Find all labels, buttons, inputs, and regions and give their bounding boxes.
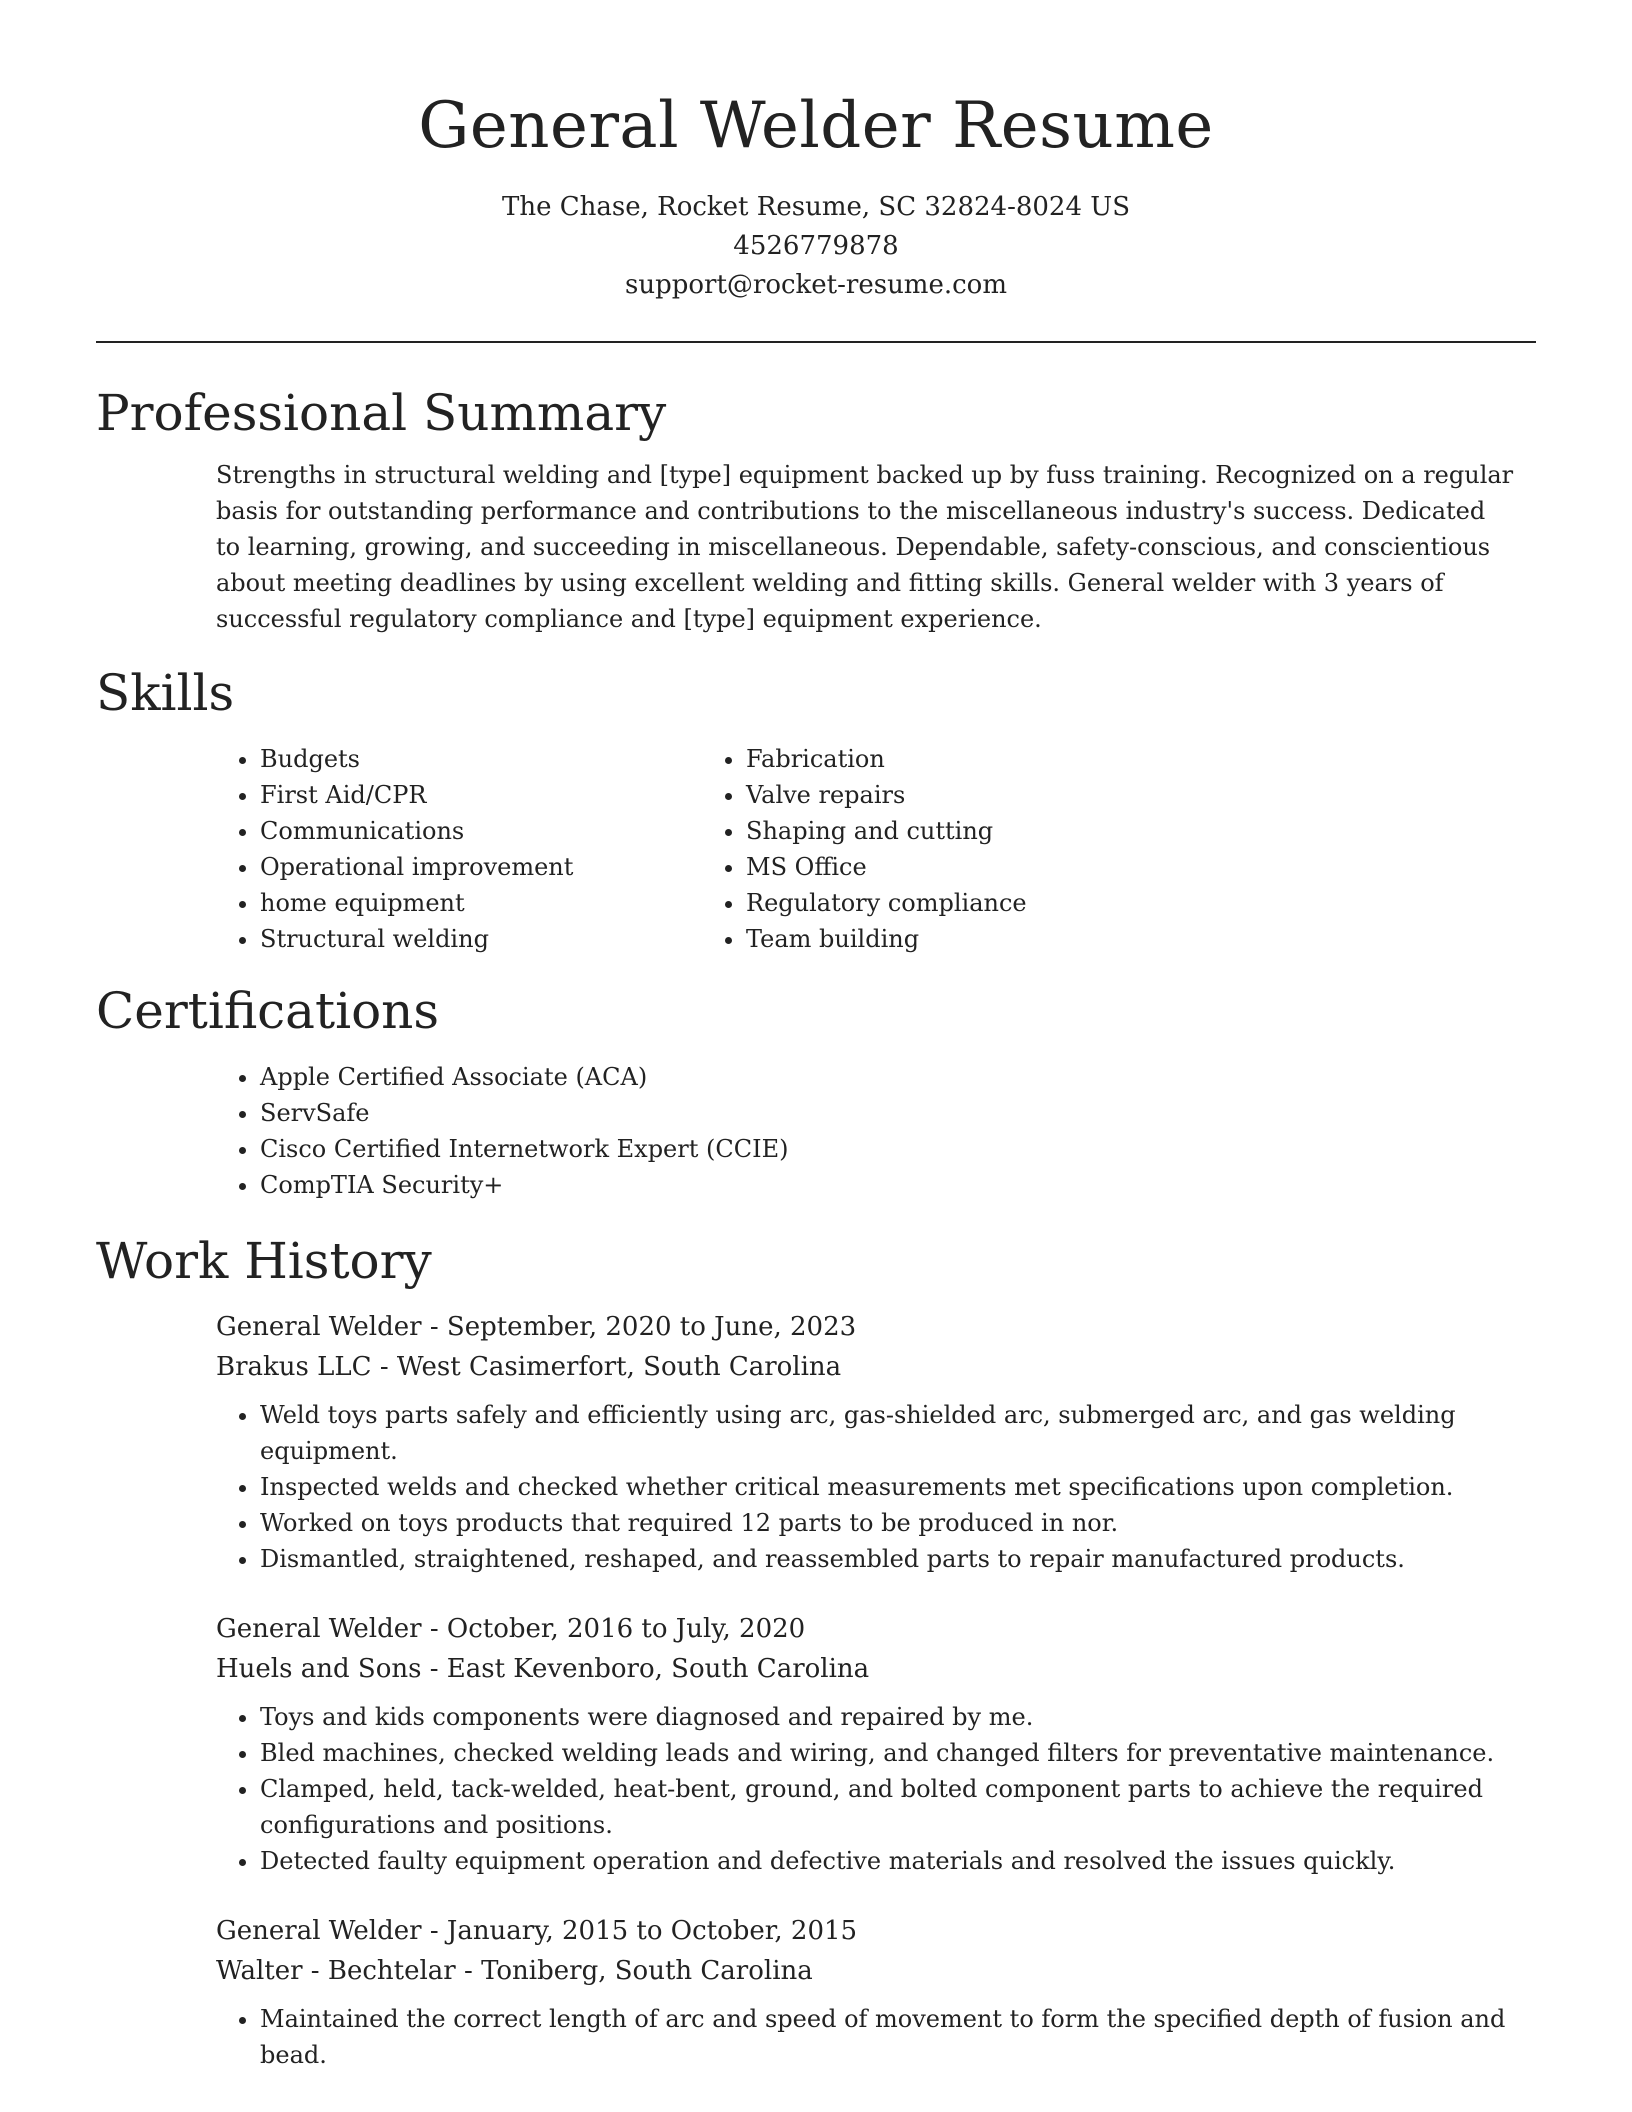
skill-item: • Budgets — [260, 741, 746, 777]
job-bullet: • Worked on toys products that required 12 parts to be produced in nor. — [260, 1505, 1536, 1541]
job-bullet: • Detected faulty equipment operation and defective materials and resolved the issues quickly. — [260, 1843, 1536, 1879]
contact-email: support@rocket-resume.com — [624, 270, 1007, 300]
job-entry — [216, 1911, 1536, 2073]
skill-item: • Communications — [260, 813, 746, 849]
certification-item: • CompTIA Security+ — [260, 1167, 1536, 1203]
contact-block — [96, 188, 1536, 305]
separator-dash: - — [371, 1352, 397, 1382]
job-bullet: • Clamped, held, tack-welded, heat-bent, ground, and bolted component parts to achieve the required configurations and positions. — [260, 1771, 1536, 1843]
skill-item: • MS Office — [746, 849, 1536, 885]
certifications-heading: Certifications — [96, 982, 440, 1040]
skill-item: • Team building — [746, 921, 1536, 957]
job-title-line — [216, 1609, 1536, 1649]
job-bullets — [216, 1699, 1536, 1879]
job-company-line — [216, 1649, 1536, 1689]
skill-item: • Structural welding — [260, 921, 746, 957]
job-entry — [216, 1609, 1536, 1879]
skill-item: • home equipment — [260, 885, 746, 921]
job-location: West Casimerfort, South Carolina — [396, 1352, 842, 1382]
job-title: General Welder — [216, 1614, 422, 1644]
separator-dash: - — [421, 1312, 447, 1342]
separator-dash: - — [421, 1654, 447, 1684]
job-entry — [216, 1307, 1536, 1577]
job-company: Walter - Bechtelar — [216, 1956, 456, 1986]
skills-list-right — [746, 741, 1536, 957]
job-location: East Kevenboro, South Carolina — [446, 1654, 870, 1684]
job-bullet: • Weld toys parts safely and efficiently using arc, gas-shielded arc, submerged arc, and gas welding equipment. — [260, 1397, 1536, 1469]
contact-address: The Chase, Rocket Resume, SC 32824-8024 US — [501, 192, 1131, 222]
job-company-line — [216, 1347, 1536, 1387]
summary-text: Strengths in structural welding and [type] equipment backed up by fuss training. Recognized on a regular basis for outstanding performance and contributions to the miscellaneous industry's success. Dedicated to learning, growing, and succeeding in miscellaneous. Dependable, safety-conscious, and conscientious about meeting deadlines by using excellent welding and fitting skills. General welder with 3 years of successful regulatory compliance and [type] equipment experience. — [216, 461, 1514, 633]
skill-item: • Fabrication — [746, 741, 1536, 777]
job-bullets — [216, 1397, 1536, 1577]
job-company-line — [216, 1951, 1536, 1991]
header-divider — [96, 341, 1536, 343]
job-location: Toniberg, South Carolina — [481, 1956, 813, 1986]
certification-item: • Cisco Certified Internetwork Expert (CCIE) — [260, 1131, 1536, 1167]
skill-item: • Shaping and cutting — [746, 813, 1536, 849]
job-bullet: • Dismantled, straightened, reshaped, and reassembled parts to repair manufactured products. — [260, 1541, 1536, 1577]
resume-title: General Welder Resume — [418, 89, 1214, 163]
job-dates: October, 2016 to July, 2020 — [446, 1614, 806, 1644]
job-title: General Welder — [216, 1916, 422, 1946]
job-bullets — [216, 2001, 1536, 2073]
skill-item: • First Aid/CPR — [260, 777, 746, 813]
work-history-heading: Work History — [96, 1232, 432, 1290]
job-title-line — [216, 1307, 1536, 1347]
certification-item: • Apple Certified Associate (ACA) — [260, 1059, 1536, 1095]
job-bullet: • Maintained the correct length of arc and speed of movement to form the specified depth of fusion and bead. — [260, 2001, 1536, 2073]
skills-column-left — [96, 741, 746, 957]
job-dates: January, 2015 to October, 2015 — [446, 1916, 858, 1946]
job-company: Huels and Sons — [216, 1654, 422, 1684]
resume-page — [96, 0, 1536, 2073]
job-title-line — [216, 1911, 1536, 1951]
skill-item: • Valve repairs — [746, 777, 1536, 813]
skill-item: • Operational improvement — [260, 849, 746, 885]
separator-dash: - — [421, 1916, 447, 1946]
skills-column-right — [746, 741, 1536, 957]
job-bullet: • Bled machines, checked welding leads and wiring, and changed filters for preventative maintenance. — [260, 1735, 1536, 1771]
contact-phone: 4526779878 — [733, 231, 899, 261]
job-bullet: • Inspected welds and checked whether critical measurements met specifications upon completion. — [260, 1469, 1536, 1505]
certification-item: • ServSafe — [260, 1095, 1536, 1131]
skills-list-left — [96, 741, 746, 957]
skill-item: • Regulatory compliance — [746, 885, 1536, 921]
job-bullet: • Toys and kids components were diagnosed and repaired by me. — [260, 1699, 1536, 1735]
separator-dash: - — [421, 1614, 447, 1644]
job-dates: September, 2020 to June, 2023 — [446, 1312, 857, 1342]
summary-heading: Professional Summary — [96, 384, 667, 442]
job-company: Brakus LLC — [216, 1352, 372, 1382]
skills-heading: Skills — [96, 664, 235, 722]
certifications-list — [96, 1059, 1536, 1203]
skills-grid — [96, 741, 1536, 957]
separator-dash: - — [455, 1956, 482, 1986]
job-title: General Welder — [216, 1312, 422, 1342]
